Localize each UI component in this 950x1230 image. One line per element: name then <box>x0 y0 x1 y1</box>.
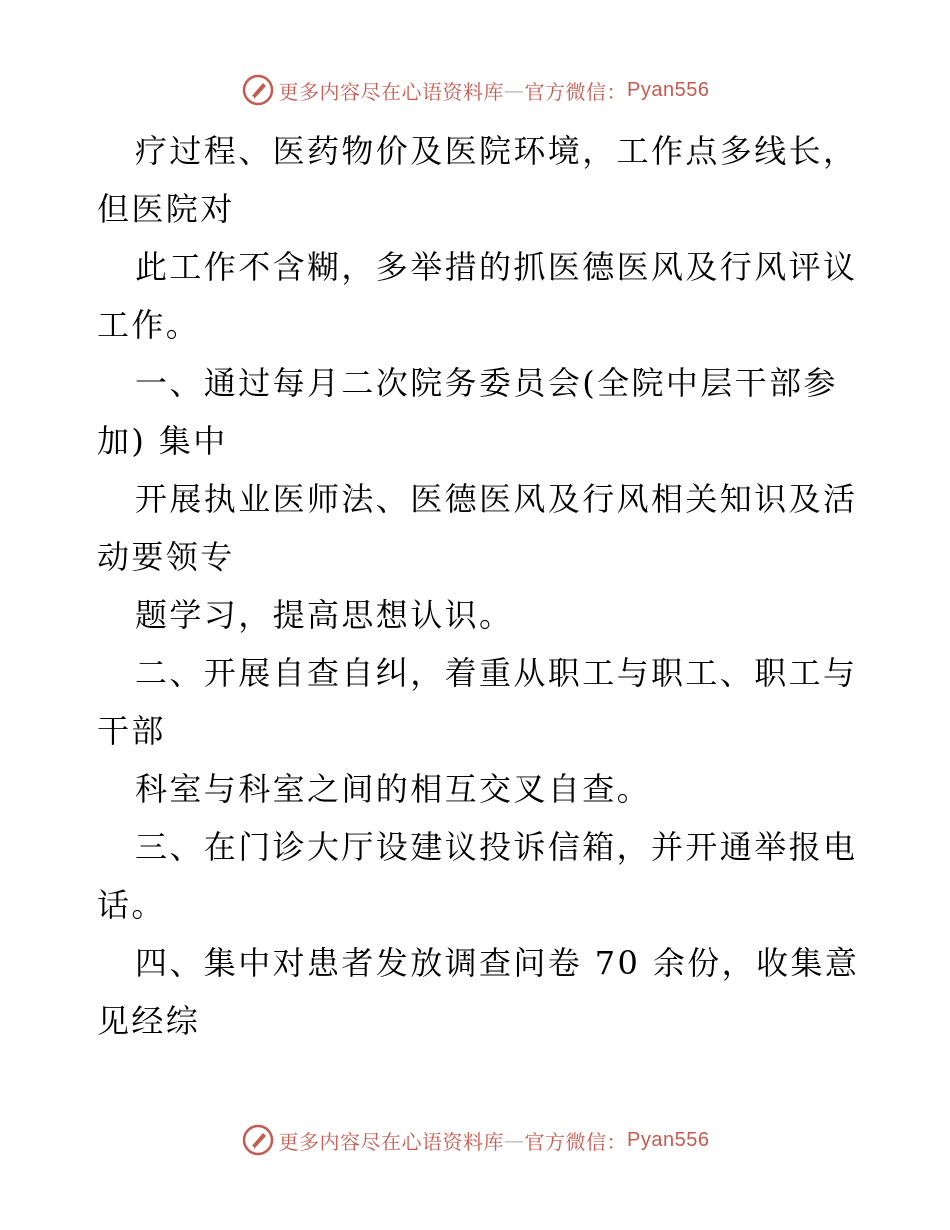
paragraph-line: 但医院对 <box>97 190 235 228</box>
document-body <box>97 122 860 1050</box>
paragraph-line: 开展执业医师法、医德医风及行风相关知识及活 <box>135 480 858 518</box>
paragraph-line: 三、在门诊大厅设建议投诉信箱，并开通举报电 <box>135 828 858 866</box>
watermark-wechat-id: Pyan556 <box>627 1128 710 1151</box>
watermark-dash: — <box>504 1128 525 1152</box>
pen-logo-icon <box>241 73 275 107</box>
paragraph <box>97 470 857 586</box>
watermark-text: 更多内容尽在心语资料库 <box>278 79 505 104</box>
paragraph-line: 一、通过每月二次院务委员会(全院中层干部参 <box>135 364 838 402</box>
paragraph-line: 四、集中对患者发放调查问卷 70 余份，收集意 <box>135 944 860 982</box>
watermark-text: 更多内容尽在心语资料库 <box>278 1129 505 1154</box>
paragraph-line: 见经综 <box>97 1002 201 1040</box>
paragraph-line: 工作。 <box>97 306 201 344</box>
paragraph-line: 科室与科室之间的相互交叉自查。 <box>135 770 652 808</box>
paragraph-line: 疗过程、医药物价及医院环境，工作点多线长， <box>135 132 858 170</box>
paragraph-line: 题学习，提高思想认识。 <box>135 596 514 634</box>
paragraph <box>97 760 857 818</box>
paragraph <box>97 122 857 238</box>
paragraph <box>97 818 857 934</box>
paragraph <box>97 586 857 644</box>
pen-logo-icon <box>241 1123 275 1157</box>
watermark-dash: — <box>504 78 525 102</box>
watermark-wechat-label: 官方微信： <box>524 1129 628 1154</box>
paragraph-line: 动要领专 <box>97 538 235 576</box>
paragraph-line: 二、开展自查自纠，着重从职工与职工、职工与 <box>135 654 858 692</box>
paragraph <box>97 238 857 354</box>
watermark-wechat-label: 官方微信： <box>524 79 628 104</box>
paragraph <box>97 934 860 1050</box>
paragraph-line: 加) 集中 <box>97 422 228 460</box>
header-watermark <box>0 70 950 110</box>
footer-watermark <box>0 1120 950 1160</box>
paragraph-line: 干部 <box>97 712 166 750</box>
paragraph <box>97 354 857 470</box>
watermark-wechat-id: Pyan556 <box>627 78 710 101</box>
paragraph-line: 话。 <box>97 886 166 924</box>
paragraph <box>97 644 857 760</box>
paragraph-line: 此工作不含糊，多举措的抓医德医风及行风评议 <box>135 248 858 286</box>
